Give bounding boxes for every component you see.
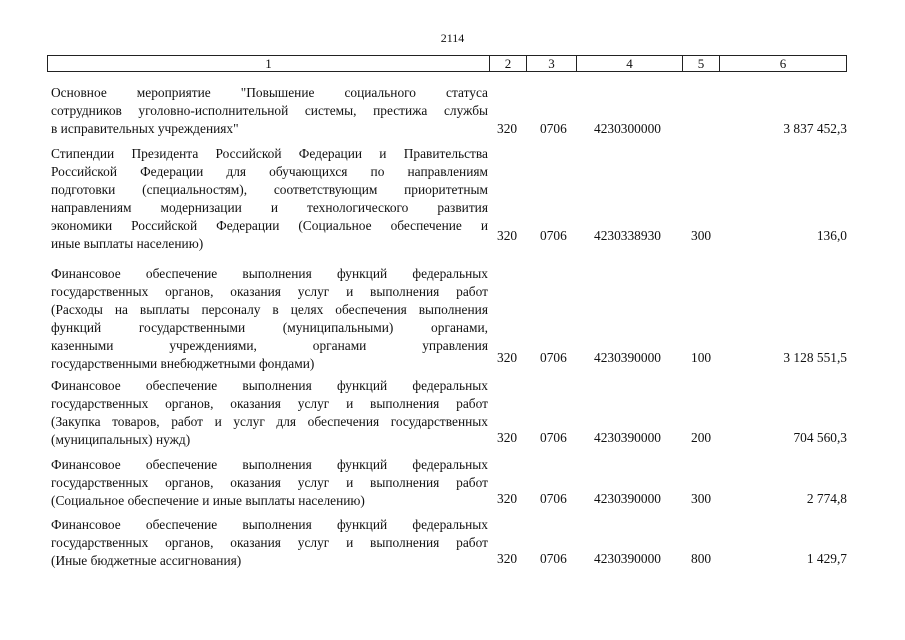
page-number: 2114 [440,31,465,45]
section-code: 0706 [540,350,567,365]
amount: 2 774,8 [806,491,847,506]
header-col-5: 5 [683,56,720,71]
description-line: (Расходы на выплаты персоналу в целях обеспечения выполнения [51,302,488,318]
expense-type-code: 300 [691,228,712,243]
description-line: государственных органов, оказания услуг и выполнения работ [51,396,488,412]
expense-type-code: 800 [691,551,712,566]
chapter-code: 320 [497,350,518,365]
table-row [51,516,847,572]
table-row [51,145,847,255]
section-code: 0706 [540,121,567,136]
chapter-code: 320 [497,121,518,136]
description-line: (Иные бюджетные ассигнования) [51,553,242,569]
expense-type-code: 300 [691,491,712,506]
description-line: Финансовое обеспечение выполнения функций федеральных [51,457,488,472]
amount: 136,0 [816,228,847,243]
chapter-code: 320 [497,551,518,566]
section-code: 0706 [540,491,567,506]
header-col-1: 1 [48,56,490,71]
description-line: Финансовое обеспечение выполнения функций федеральных [51,266,488,281]
description-line: направлениям модернизации и технологического развития [51,200,488,216]
header-col-4: 4 [577,56,683,71]
expense-type-code: 100 [691,350,712,365]
target-article-code: 4230390000 [594,551,661,566]
target-article-code: 4230390000 [594,491,661,506]
target-article-code: 4230390000 [594,430,661,445]
amount: 704 560,3 [793,430,847,445]
description-line: иные выплаты населению) [51,236,204,252]
chapter-code: 320 [497,430,518,445]
row-description [51,377,488,449]
amount: 3 837 452,3 [783,121,847,136]
row-description [51,84,488,138]
description-line: Финансовое обеспечение выполнения функций федеральных [51,517,488,532]
description-line: государственными внебюджетными фондами) [51,356,315,372]
header-col-6: 6 [779,56,787,71]
description-line: экономики Российской Федерации (Социальное обеспечение и [51,218,488,234]
description-line: казенными учреждениями, органами управления [51,338,488,354]
row-description [51,145,488,254]
description-line: Основное мероприятие "Повышение социального статуса [51,85,488,100]
section-code: 0706 [540,430,567,445]
description-line: Российской Федерации для обучающихся по направлениям [51,164,488,180]
description-line: Стипендии Президента Российской Федерации и Правительства [51,146,488,161]
amount: 1 429,7 [806,551,847,566]
section-code: 0706 [540,551,567,566]
section-code: 0706 [540,228,567,243]
table-row [51,456,847,512]
table-header [47,55,847,72]
description-line: государственных органов, оказания услуг и выполнения работ [51,475,488,491]
table-row [51,84,847,140]
description-line: (Закупка товаров, работ и услуг для обеспечения государственных [51,414,488,430]
description-line: подготовки (специальностям), соответствующим приоритетным [51,182,488,198]
chapter-code: 320 [497,228,518,243]
amount: 3 128 551,5 [783,350,847,365]
expense-type-code: 200 [691,430,712,445]
description-line: функций государственными (муниципальными) органами, [51,320,488,336]
header-col-3: 3 [527,56,577,71]
target-article-code: 4230300000 [594,121,661,136]
row-description [51,456,488,510]
table-row [51,377,847,451]
target-article-code: 4230390000 [594,350,661,365]
description-line: государственных органов, оказания услуг и выполнения работ [51,284,488,300]
description-line: (муниципальных) нужд) [51,432,191,448]
description-line: в исправительных учреждениях" [51,121,239,137]
description-line: государственных органов, оказания услуг и выполнения работ [51,535,488,551]
row-description [51,265,488,374]
description-line: (Социальное обеспечение и иные выплаты населению) [51,493,365,509]
description-line: сотрудников уголовно-исполнительной системы, престижа службы [51,103,488,119]
table-row [51,265,847,375]
target-article-code: 4230338930 [594,228,661,243]
description-line: Финансовое обеспечение выполнения функций федеральных [51,378,488,393]
row-description [51,516,488,570]
chapter-code: 320 [497,491,518,506]
header-col-2: 2 [490,56,527,71]
